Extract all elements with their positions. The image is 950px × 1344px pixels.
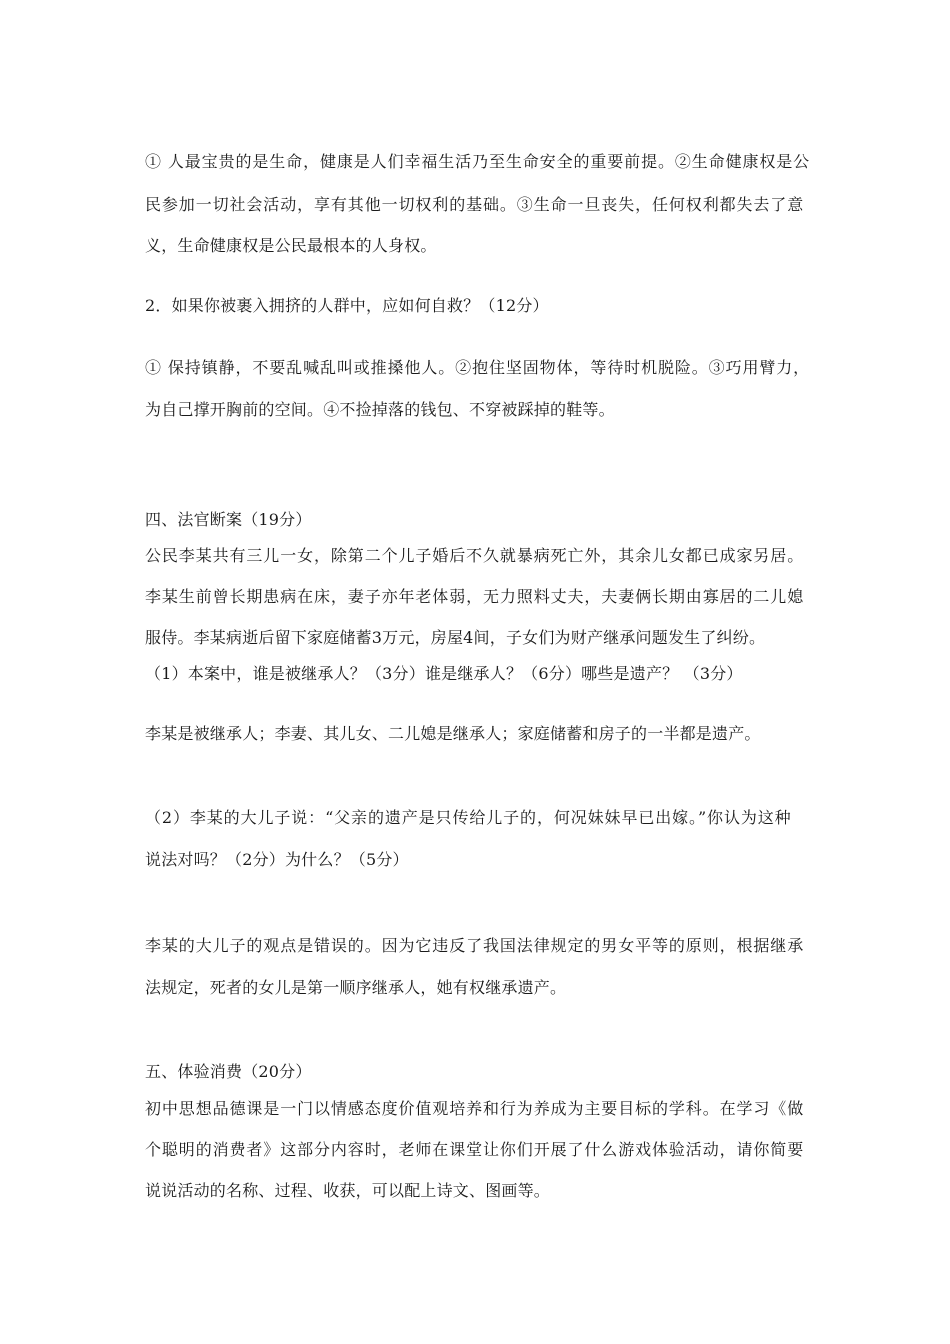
answer-line: 义，生命健康权是公民最根本的人身权。 <box>145 236 437 255</box>
question-2: 2．如果你被裹入拥挤的人群中，应如何自救？（12分） <box>145 296 549 315</box>
case-line: 服侍。李某病逝后留下家庭储蓄3万元，房屋4间，子女们为财产继承问题发生了纠纷。 <box>145 628 766 647</box>
text-line: 说说活动的名称、过程、收获，可以配上诗文、图画等。 <box>145 1181 551 1200</box>
section-5-heading: 五、体验消费（20分） <box>145 1062 312 1081</box>
answer-line: 为自己撑开胸前的空间。④不捡掉落的钱包、不穿被踩掉的鞋等。 <box>145 400 615 419</box>
text-line: 个聪明的消费者》这部分内容时，老师在课堂让你们开展了什么游戏体验活动，请你简要 <box>145 1140 805 1159</box>
answer-line: 法规定，死者的女儿是第一顺序继承人，她有权继承遗产。 <box>145 978 567 997</box>
text-line: 初中思想品德课是一门以情感态度价值观培养和行为养成为主要目标的学科。在学习《做 <box>145 1099 805 1118</box>
answer-line: 民参加一切社会活动，享有其他一切权利的基础。③生命一旦丧失，任何权利都失去了意 <box>145 195 805 214</box>
sub-answer-1: 李某是被继承人；李妻、其儿女、二儿媳是继承人；家庭储蓄和房子的一半都是遗产。 <box>145 724 761 743</box>
sub-question-1: （1）本案中，谁是被继承人？（3分）谁是继承人？（6分）哪些是遗产？ （3分） <box>145 664 743 683</box>
question-line: 说法对吗？（2分）为什么？（5分） <box>145 850 409 869</box>
case-line: 公民李某共有三儿一女，除第二个儿子婚后不久就暴病死亡外，其余儿女都已成家另居。 <box>145 546 805 565</box>
question-line: （2）李某的大儿子说：“父亲的遗产是只传给儿子的，何况妹妹早已出嫁。”你认为这种 <box>145 808 792 827</box>
answer-line: 李某的大儿子的观点是错误的。因为它违反了我国法律规定的男女平等的原则，根据继承 <box>145 936 805 955</box>
answer-line: ① 人最宝贵的是生命，健康是人们幸福生活乃至生命安全的重要前提。②生命健康权是公 <box>145 152 811 171</box>
section-4-heading: 四、法官断案（19分） <box>145 510 312 529</box>
case-line: 李某生前曾长期患病在床，妻子亦年老体弱，无力照料丈夫，夫妻俩长期由寡居的二儿媳 <box>145 587 805 606</box>
answer-line: ① 保持镇静，不要乱喊乱叫或推搡他人。②抱住坚固物体，等待时机脱险。③巧用臂力， <box>145 358 811 377</box>
